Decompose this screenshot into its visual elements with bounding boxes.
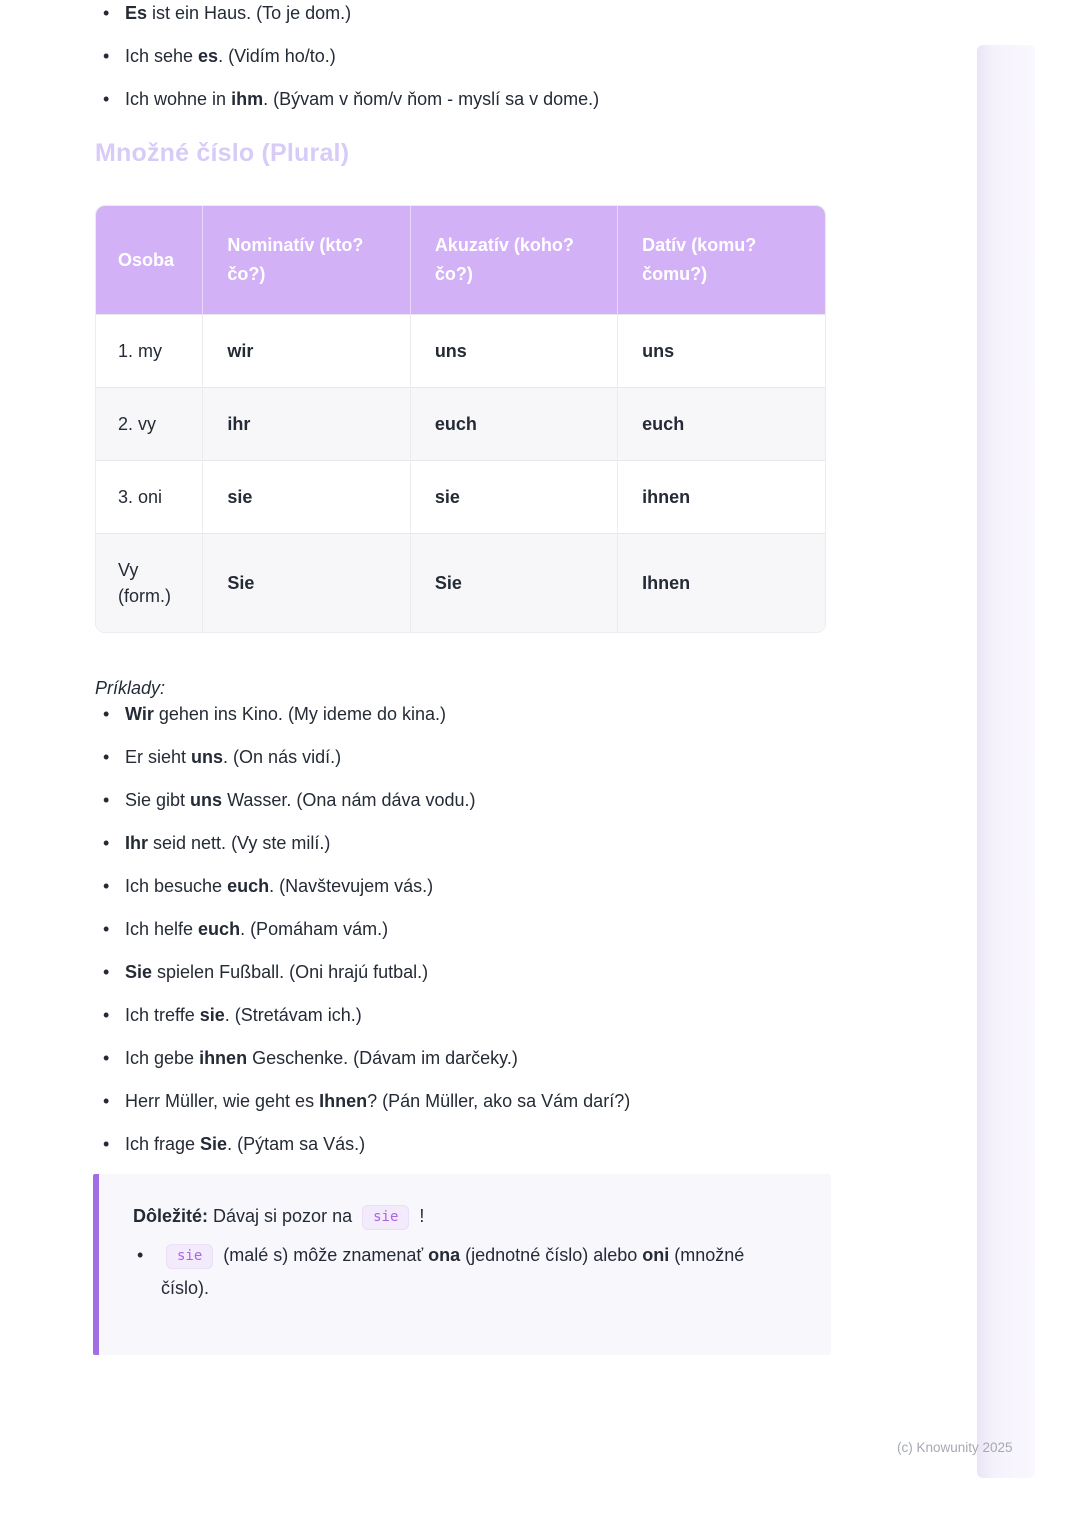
list-item (95, 1131, 832, 1157)
watermark: (c) Knowunity 2025 (897, 1440, 1013, 1455)
pronoun-table (96, 206, 825, 632)
list-item (95, 744, 832, 770)
list-item-text: Sie gibt uns Wasser. (Ona nám dáva vodu.) (125, 790, 476, 810)
important-callout (93, 1174, 831, 1355)
table-cell-pronoun: Sie (203, 534, 410, 633)
table-cell-person: 2. vy (96, 388, 203, 461)
list-item-text: Ich treffe sie. (Stretávam ich.) (125, 1005, 362, 1025)
table-cell-person: 3. oni (96, 461, 203, 534)
table-row (96, 461, 825, 534)
list-item (95, 701, 832, 727)
bullet-icon: • (103, 46, 110, 66)
list-item (95, 916, 832, 942)
bullet-icon: • (103, 1134, 110, 1154)
list-item-text: Herr Müller, wie geht es Ihnen? (Pán Müller, ako sa Vám darí?) (125, 1091, 631, 1111)
table-cell-pronoun: sie (203, 461, 410, 534)
bullet-icon: • (103, 876, 110, 896)
list-item-text: Ich frage Sie. (Pýtam sa Vás.) (125, 1134, 366, 1154)
list-item (95, 0, 832, 26)
table-cell-pronoun: uns (410, 315, 617, 388)
table-cell-pronoun: sie (410, 461, 617, 534)
callout-bullet-text: sie (malé s) môže znamenať ona (jednotné číslo) alebo oni (množné číslo). (161, 1245, 745, 1298)
list-item-text: Wir gehen ins Kino. (My ideme do kina.) (125, 704, 446, 724)
inline-code-chip: sie (166, 1244, 213, 1269)
list-item-text: Ich gebe ihnen Geschenke. (Dávam im darčeky.) (125, 1048, 518, 1068)
intro-list (95, 0, 832, 112)
list-item (95, 959, 832, 985)
list-item (95, 1045, 832, 1071)
bullet-icon: • (103, 1091, 110, 1111)
table-header-cell: Nominatív (kto? čo?) (203, 206, 410, 315)
table-row (96, 388, 825, 461)
table-header-cell: Akuzatív (koho? čo?) (410, 206, 617, 315)
list-item (95, 787, 832, 813)
list-item (95, 86, 832, 112)
list-item-text: Ich sehe es. (Vidím ho/to.) (125, 46, 336, 66)
list-item-text: Es ist ein Haus. (To je dom.) (125, 3, 352, 23)
table-body (96, 315, 825, 633)
list-item (95, 43, 832, 69)
table-header-cell: Osoba (96, 206, 203, 315)
table-cell-pronoun: wir (203, 315, 410, 388)
list-item (95, 873, 832, 899)
list-item-text: Sie spielen Fußball. (Oni hrajú futbal.) (125, 962, 429, 982)
table-cell-pronoun: uns (618, 315, 825, 388)
pronoun-table-wrap (95, 205, 826, 633)
bullet-icon: • (103, 790, 110, 810)
document-page (95, 0, 832, 1355)
bullet-icon: • (103, 704, 110, 724)
list-item (95, 830, 832, 856)
list-item (95, 1088, 832, 1114)
bullet-icon: • (103, 833, 110, 853)
bullet-icon: • (103, 1048, 110, 1068)
table-row (96, 315, 825, 388)
next-page-edge (977, 45, 1035, 1478)
bullet-icon: • (137, 1245, 144, 1265)
table-header-row (96, 206, 825, 315)
table-cell-pronoun: Sie (410, 534, 617, 633)
section-heading-plural: Množné číslo (Plural) (95, 139, 350, 167)
list-item-text: Ich helfe euch. (Pomáham vám.) (125, 919, 389, 939)
bullet-icon: • (103, 89, 110, 109)
list-item-text: Er sieht uns. (On nás vidí.) (125, 747, 342, 767)
inline-code-chip: sie (362, 1205, 409, 1230)
table-header-cell: Datív (komu? čomu?) (618, 206, 825, 315)
list-item-text: Ihr seid nett. (Vy ste milí.) (125, 833, 331, 853)
list-item-text: Ich wohne in ihm. (Bývam v ňom/v ňom - myslí sa v dome.) (125, 89, 600, 109)
table-cell-person: 1. my (96, 315, 203, 388)
bullet-icon: • (103, 962, 110, 982)
list-item (95, 1002, 832, 1028)
bullet-icon: • (103, 1005, 110, 1025)
examples-list (95, 701, 832, 1157)
list-item-text: Ich besuche euch. (Navštevujem vás.) (125, 876, 434, 896)
table-cell-person: Vy (form.) (96, 534, 203, 633)
bullet-icon: • (103, 747, 110, 767)
callout-title: Dôležité: Dávaj si pozor na sie ! (133, 1202, 791, 1231)
examples-label: Príklady: (95, 678, 166, 698)
bullet-icon: • (103, 3, 110, 23)
table-row (96, 534, 825, 633)
table-cell-pronoun: Ihnen (618, 534, 825, 633)
callout-bullet (133, 1239, 791, 1305)
table-cell-pronoun: ihr (203, 388, 410, 461)
table-cell-pronoun: euch (410, 388, 617, 461)
table-cell-pronoun: ihnen (618, 461, 825, 534)
bullet-icon: • (103, 919, 110, 939)
table-cell-pronoun: euch (618, 388, 825, 461)
